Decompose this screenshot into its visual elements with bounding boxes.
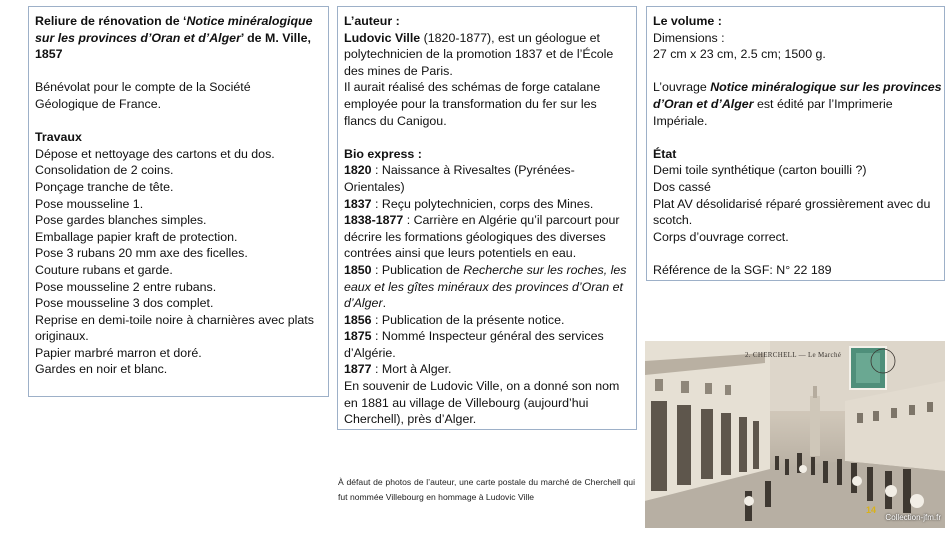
travaux-item: Pose mousseline 1. [35,196,144,211]
souvenir-line: En souvenir de Ludovic Ville, on a donné son nom [344,379,620,394]
timeline-entry-1838: 1838-1877 : Carrière en Algérie qu’il parcourt pour [344,213,620,228]
timeline-entry-1850: 1850 : Publication de Recherche sur les roches, les [344,262,627,277]
dimensions-value: 27 cm x 23 cm, 2.5 cm; 1500 g. [653,47,826,62]
bio-express-heading: Bio express : [344,146,422,161]
timeline-entry-1820-cont: Orientales) [344,179,405,194]
ouvrage-line: d’Oran et d’Alger est édité par l’Imprimerie [653,96,893,111]
timeline-entry-1875-cont: d’Algérie. [344,345,396,360]
timeline-entry-1838-cont: décrire les formations géologiques des diverses [344,229,606,244]
volume-heading: Le volume : [653,14,722,28]
volume-panel [646,6,945,281]
timeline-entry-1838-cont: contrées ainsi que leurs potentiels en eau. [344,246,577,261]
timeline-entry-1877: 1877 : Mort à Alger. [344,362,452,377]
travaux-item: Pose 3 rubans 20 mm axe des ficelles. [35,246,248,261]
ouvrage-line: L’ouvrage Notice minéralogique sur les provinces [653,80,942,95]
travaux-item: Reprise en demi-toile noire à charnières avec plats [35,312,314,327]
timeline-entry-1850-cont: d’Alger. [344,296,387,311]
travaux-item: originaux. [35,329,89,344]
travaux-item: Pose mousseline 2 entre rubans. [35,279,217,294]
volunteer-note-line-2: Géologique de France. [35,96,162,111]
etat-item: Corps d’ouvrage correct. [653,229,789,244]
travaux-item: Consolidation de 2 coins. [35,163,174,178]
timeline-entry-1875: 1875 : Nommé Inspecteur général des services [344,329,604,344]
author-bio-line: employée pour la transformation du fer sur les [344,96,597,111]
etat-item: Demi toile synthétique (carton bouilli ?) [653,163,867,178]
etat-item: Dos cassé [653,179,711,194]
author-bio-line: des mines de Paris. [344,63,453,78]
timeline-entry-1856: 1856 : Publication de la présente notice. [344,312,565,327]
etat-heading: État [653,146,677,161]
sgf-reference: Référence de la SGF: N° 22 189 [653,262,832,277]
timeline-entry-1850-cont: eaux et les gîtes minéraux des provinces d’Oran et [344,279,623,294]
author-bio-line: Il aurait réalisé des schémas de forge catalane [344,80,601,95]
travaux-item: Emballage papier kraft de protection. [35,229,238,244]
travaux-item: Papier marbré marron et doré. [35,345,202,360]
restoration-title-line-3: 1857 [35,47,63,62]
ouvrage-line: Impériale. [653,113,708,128]
travaux-item: Dépose et nettoyage des cartons et du dos. [35,146,275,161]
postcard-number-badge: 14 [866,505,877,515]
souvenir-line: en 1881 au village de Villebourg (aujourd’hui [344,395,589,410]
timeline-entry-1820: 1820 : Naissance à Rivesaltes (Pyrénées- [344,163,575,178]
etat-item: Plat AV désolidarisé réparé grossièrement avec du [653,196,931,211]
travaux-item: Ponçage tranche de tête. [35,179,174,194]
travaux-item: Gardes en noir et blanc. [35,362,168,377]
etat-item: scotch. [653,213,693,228]
timeline-entry-1837: 1837 : Reçu polytechnicien, corps des Mines. [344,196,594,211]
watermark: Collection-jfm.fr [885,513,941,522]
author-bio-line: Ludovic Ville (1820-1877), est un géologue et [344,30,601,45]
restoration-title-line-1: Reliure de rénovation de ‘Notice minéralogique [35,14,313,28]
travaux-list [35,146,322,378]
author-heading: L’auteur : [344,14,400,28]
postcard-caption: À défaut de photos de l’auteur, une carte postale du marché de Cherchell qui fut nommée Villebourg en hommage à Ludovic Ville [338,477,635,503]
restoration-title-line-2: sur les provinces d’Oran et d’Alger’ de M. Ville, [35,30,311,45]
postcard-image [645,341,945,528]
souvenir-line: Cherchell), près d’Alger. [344,412,477,427]
travaux-heading: Travaux [35,130,82,145]
volunteer-note-line-1: Bénévolat pour le compte de la Société [35,80,251,95]
dimensions-label: Dimensions : [653,30,725,45]
author-bio-line: flancs du Canigou. [344,113,447,128]
author-bio-line: polytechnicien de la promotion 1837 et de l’École [344,47,614,62]
postcard-illustration [645,341,945,528]
restoration-panel [28,6,329,397]
travaux-item: Couture rubans et garde. [35,262,173,277]
author-panel [337,6,637,430]
travaux-item: Pose gardes blanches simples. [35,213,207,228]
postcard-header-text: 2. CHERCHELL — Le Marché [745,351,842,359]
travaux-item: Pose mousseline 3 dos complet. [35,296,214,311]
